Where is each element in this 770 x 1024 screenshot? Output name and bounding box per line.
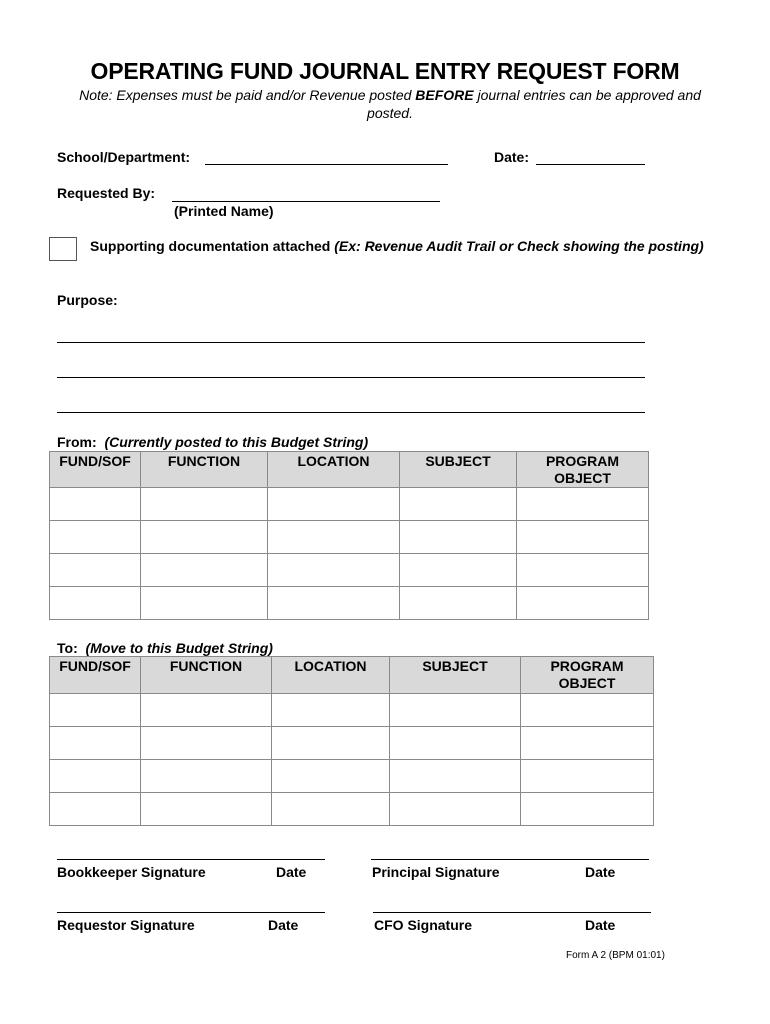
bookkeeper-signature-line[interactable] xyxy=(57,859,325,860)
table-cell[interactable] xyxy=(50,554,141,587)
table-row xyxy=(50,488,649,521)
from-header-fund: FUND/SOF xyxy=(50,452,141,488)
to-label: To: xyxy=(57,640,78,656)
table-cell[interactable] xyxy=(268,488,400,521)
table-cell[interactable] xyxy=(390,694,521,727)
bookkeeper-signature-label: Bookkeeper Signature xyxy=(57,864,206,880)
form-title: OPERATING FUND JOURNAL ENTRY REQUEST FORM xyxy=(90,58,680,84)
from-budget-table xyxy=(49,451,649,620)
table-row xyxy=(50,554,649,587)
table-cell[interactable] xyxy=(268,554,400,587)
table-cell[interactable] xyxy=(268,521,400,554)
to-note: (Move to this Budget String) xyxy=(85,640,273,656)
note-prefix: Note: Expenses must be paid and/or Revenue posted xyxy=(79,87,416,103)
table-cell[interactable] xyxy=(400,521,517,554)
school-department-label: School/Department: xyxy=(57,149,191,165)
from-header-function: FUNCTION xyxy=(141,452,268,488)
table-row xyxy=(50,727,654,760)
principal-signature-line[interactable] xyxy=(371,859,649,860)
purpose-line-1[interactable] xyxy=(57,342,645,343)
purpose-line-3[interactable] xyxy=(57,412,645,413)
to-header-location: LOCATION xyxy=(272,657,390,694)
table-cell[interactable] xyxy=(390,727,521,760)
to-header-fund: FUND/SOF xyxy=(50,657,141,694)
table-cell[interactable] xyxy=(390,760,521,793)
supporting-documentation-text xyxy=(90,237,720,255)
cfo-signature-label: CFO Signature xyxy=(374,917,473,933)
requestor-date-label: Date xyxy=(268,917,299,933)
to-budget-table xyxy=(49,656,654,826)
table-cell[interactable] xyxy=(141,727,272,760)
note-emphasis: BEFORE xyxy=(415,87,474,103)
purpose-label: Purpose: xyxy=(57,292,118,308)
table-cell[interactable] xyxy=(517,488,649,521)
table-row xyxy=(50,793,654,826)
table-cell[interactable] xyxy=(141,760,272,793)
table-cell[interactable] xyxy=(521,793,654,826)
table-cell[interactable] xyxy=(50,521,141,554)
table-row xyxy=(50,694,654,727)
cfo-signature-line[interactable] xyxy=(373,912,651,913)
table-cell[interactable] xyxy=(50,760,141,793)
table-cell[interactable] xyxy=(517,521,649,554)
table-cell[interactable] xyxy=(517,587,649,620)
table-cell[interactable] xyxy=(517,554,649,587)
principal-signature-label: Principal Signature xyxy=(372,864,500,880)
requestor-signature-line[interactable] xyxy=(57,912,325,913)
from-label: From: xyxy=(57,434,97,450)
table-row xyxy=(50,587,649,620)
table-cell[interactable] xyxy=(50,587,141,620)
table-cell[interactable] xyxy=(272,694,390,727)
table-cell[interactable] xyxy=(141,488,268,521)
table-cell[interactable] xyxy=(141,694,272,727)
table-cell[interactable] xyxy=(141,521,268,554)
table-cell[interactable] xyxy=(141,793,272,826)
table-cell[interactable] xyxy=(400,488,517,521)
table-cell[interactable] xyxy=(272,793,390,826)
from-note: (Currently posted to this Budget String) xyxy=(104,434,369,450)
table-cell[interactable] xyxy=(141,554,268,587)
table-row xyxy=(50,521,649,554)
table-cell[interactable] xyxy=(50,727,141,760)
supporting-example: (Ex: Revenue Audit Trail or Check showing the posting) xyxy=(334,238,704,254)
date-field[interactable] xyxy=(536,164,645,165)
printed-name-label: (Printed Name) xyxy=(174,203,274,219)
supporting-documentation-checkbox[interactable] xyxy=(49,237,77,261)
table-cell[interactable] xyxy=(272,727,390,760)
bookkeeper-date-label: Date xyxy=(276,864,307,880)
date-label: Date: xyxy=(494,149,530,165)
cfo-date-label: Date xyxy=(585,917,616,933)
table-cell[interactable] xyxy=(521,727,654,760)
requested-by-field[interactable] xyxy=(172,201,440,202)
table-cell[interactable] xyxy=(272,760,390,793)
table-cell[interactable] xyxy=(521,694,654,727)
table-cell[interactable] xyxy=(50,694,141,727)
purpose-line-2[interactable] xyxy=(57,377,645,378)
to-header-function: FUNCTION xyxy=(141,657,272,694)
table-cell[interactable] xyxy=(50,793,141,826)
table-cell[interactable] xyxy=(521,760,654,793)
school-department-field[interactable] xyxy=(205,164,448,165)
table-row xyxy=(50,760,654,793)
requested-by-label: Requested By: xyxy=(57,185,156,201)
table-cell[interactable] xyxy=(390,793,521,826)
table-cell[interactable] xyxy=(400,554,517,587)
table-cell[interactable] xyxy=(141,587,268,620)
note-suffix: journal entries can be approved and posted. xyxy=(367,87,701,121)
to-header-program-object: PROGRAM OBJECT xyxy=(521,657,654,694)
from-table-caption xyxy=(57,434,368,450)
supporting-text: Supporting documentation attached xyxy=(90,238,335,254)
table-cell[interactable] xyxy=(50,488,141,521)
from-header-location: LOCATION xyxy=(268,452,400,488)
to-header-subject: SUBJECT xyxy=(390,657,521,694)
table-cell[interactable] xyxy=(268,587,400,620)
table-cell[interactable] xyxy=(400,587,517,620)
requestor-signature-label: Requestor Signature xyxy=(57,917,195,933)
form-note xyxy=(60,86,720,122)
to-table-caption xyxy=(57,640,273,656)
principal-date-label: Date xyxy=(585,864,616,880)
from-header-subject: SUBJECT xyxy=(400,452,517,488)
form-number: Form A 2 (BPM 01:01) xyxy=(566,950,665,961)
from-header-program-object: PROGRAM OBJECT xyxy=(517,452,649,488)
